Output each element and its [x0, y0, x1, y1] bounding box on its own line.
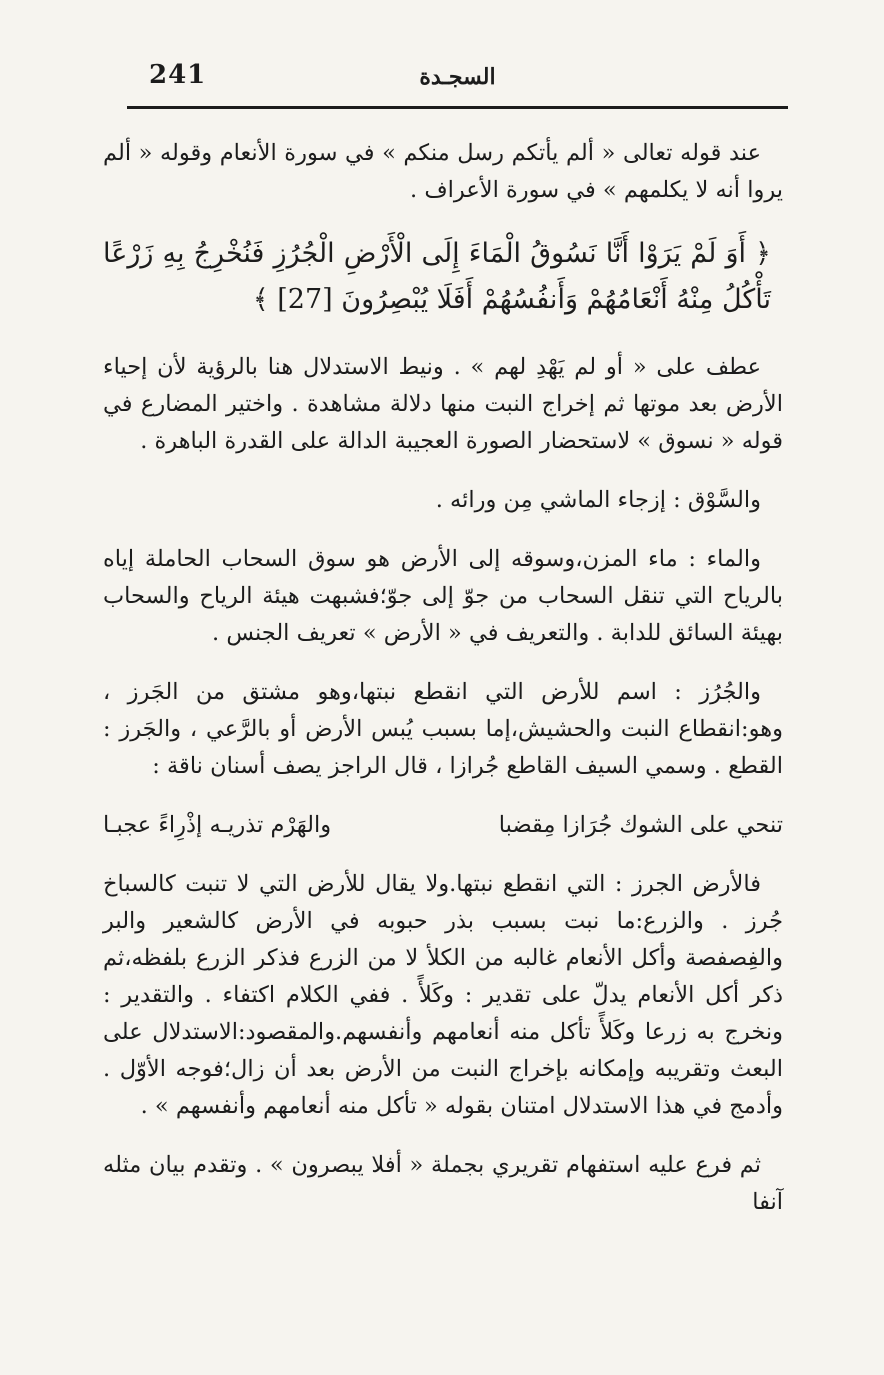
- paragraph-commentary-1: عطف على « أو لم يَهْدِ لهم » . ونيط الاستدلال هنا بالرؤية لأن إحياء الأرض بعد موتها ثم إخراج النبت منها دلالة مشاهدة . واختير المضارع في قوله « نسوق » لاستحضار الصورة العجيبة الدالة على القدرة الباهرة .: [103, 354, 783, 454]
- page-number: 241: [149, 60, 207, 90]
- paragraph-conclusion: ثم فرع عليه استفهام تقريري بجملة « أفلا يبصرون » . وتقدم بيان مثله آنفا: [103, 1152, 783, 1215]
- running-title: السجـدة: [419, 64, 496, 90]
- paragraph-definition-sawq: والسَّوْق : إزجاء الماشي مِن ورائه .: [435, 487, 761, 513]
- poem-second-hemistich: والهَرْم تذريـه إذْرِاءً عجبـا: [103, 812, 332, 838]
- paragraph-explanation: فالأرض الجرز : التي انقطع نبتها.ولا يقال للأرض التي لا تنبت كالسباخ جُرز . والزرع:ما نبت بسبب بذر حبوبه في الأرض كالشعير والبر والفِصفصة وأكل الأنعام غالبه من الكلأ لا من الزرع فذكر الزرع بلفظه،ثم ذكر أكل الأنعام يدلّ على تقدير : وكَلأً . ففي الكلام اكتفاء . والتقدير : ونخرج به زرعا وكَلأً تأكل منه أنعامهم وأنفسهم.والمقصود:الاستدلال على البعث وتقريبه وإمكانه بإخراج النبت من الأرض بعد أن زال؛فوجه الأوّل . وأدمج في هذا الاستدلال امتنان بقوله « تأكل منه أنعامهم وأنفسهم » .: [103, 871, 783, 1119]
- paragraph-definition-water: والماء : ماء المزن،وسوقه إلى الأرض هو سوق السحاب الحاملة إياه بالرياح التي تنقل السحاب من جوّ إلى جوّ؛فشبهت هيئة الرياح والسحاب بهيئة السائق للدابة . والتعريف في « الأرض » تعريف الجنس .: [103, 546, 783, 646]
- paragraph-definition-juruz: والجُرُز : اسم للأرض التي انقطع نبتها،وهو مشتق من الجَرز ، وهو:انقطاع النبت والحشيش،إما بسبب يُبس الأرض أو بالرَّعي ، والجَرز : القطع . وسمي السيف القاطع جُرازا ، قال الراجز يصف أسنان ناقة :: [103, 679, 783, 779]
- paragraph-intro: عند قوله تعالى « ألم يأتكم رسل منكم » في سورة الأنعام وقوله « ألم يروا أنه لا يكلمهم » في سورة الأعراف .: [103, 140, 783, 203]
- page-header: [127, 50, 788, 109]
- quran-verse: ﴿ أَوَ لَمْ يَرَوْا أَنَّا نَسُوقُ الْمَاءَ إِلَى الْأَرْضِ الْجُرُزِ فَنُخْرِجُ بِهِ زَرْعًا تَأْكُلُ مِنْهُ أَنْعَامُهُمْ وَأَنفُسُهُمْ أَفَلَا يُبْصِرُونَ [27] ﴾: [103, 238, 771, 315]
- page-body: [103, 135, 783, 1243]
- poem-first-hemistich: تنحي على الشوك جُرَازا مِقضبا: [498, 812, 783, 838]
- poem-verse: [103, 807, 783, 844]
